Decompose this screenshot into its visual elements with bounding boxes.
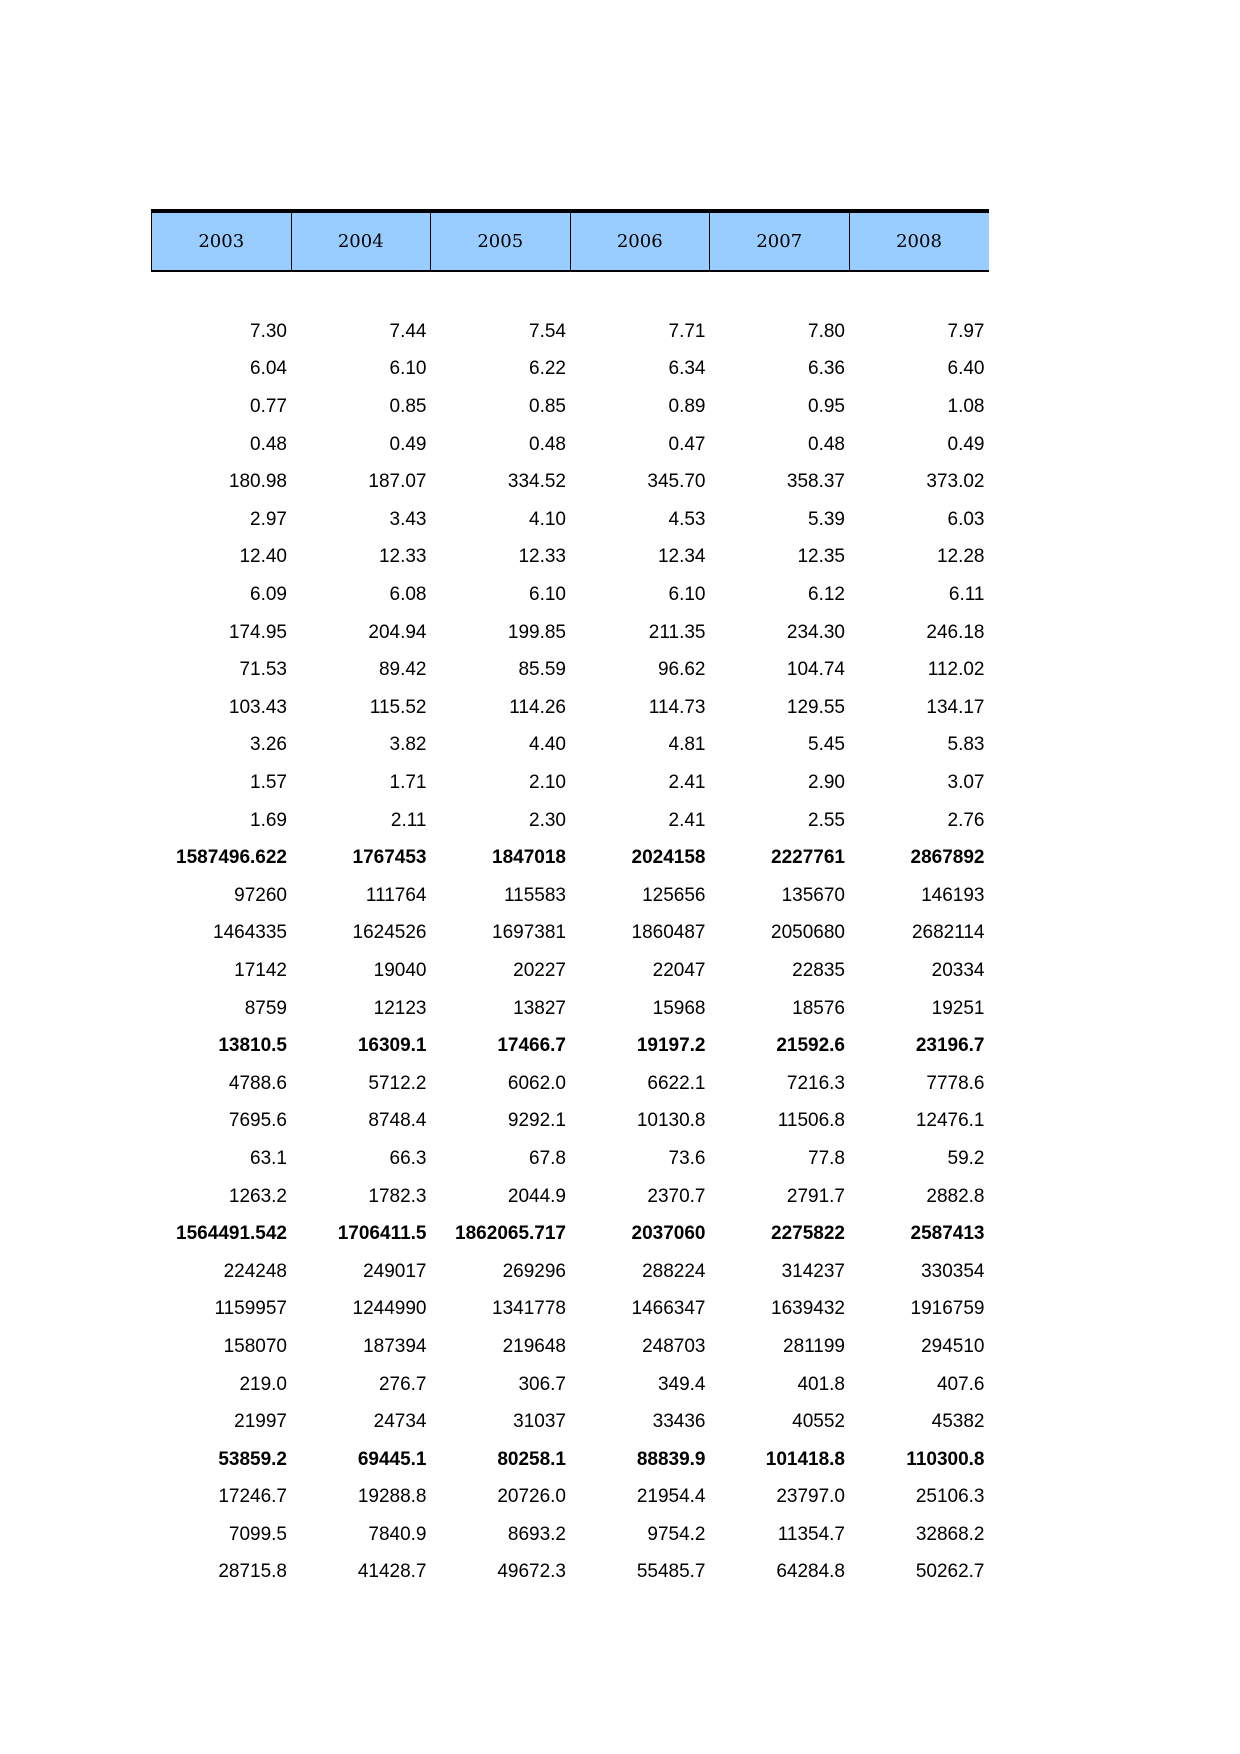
table-cell: 22047 (652, 959, 706, 981)
table-row (152, 1098, 989, 1136)
table-row-total (152, 1211, 989, 1249)
table-cell: 6.09 (250, 584, 287, 606)
table-row (152, 421, 989, 459)
table-cell: 334.52 (507, 471, 566, 493)
table-cell: 1.57 (250, 772, 287, 794)
table-cell: 7.30 (250, 320, 287, 342)
table-cell: 12.40 (239, 546, 287, 568)
year-header-cell: 2008 (849, 211, 989, 271)
table-cell: 1341778 (492, 1298, 566, 1320)
table-row (152, 985, 989, 1023)
table-cell: 8748.4 (368, 1110, 427, 1132)
table-cell: 80258.1 (497, 1448, 566, 1470)
table-row (152, 346, 989, 384)
table-cell: 0.48 (250, 433, 287, 455)
table-cell: 224248 (223, 1260, 287, 1282)
table-cell: 17466.7 (497, 1035, 566, 1057)
table-cell: 6.10 (668, 584, 706, 606)
table-cell: 6.40 (947, 358, 985, 380)
table-cell: 135670 (781, 884, 845, 906)
table-cell: 8759 (244, 997, 287, 1019)
table-cell: 66.3 (389, 1147, 427, 1169)
table-cell: 12.35 (797, 546, 845, 568)
table-cell: 2.76 (947, 809, 985, 831)
table-cell: 1639432 (771, 1298, 845, 1320)
table-cell: 12476.1 (915, 1110, 985, 1132)
table-cell: 64284.8 (776, 1561, 845, 1583)
table-cell: 50262.7 (915, 1561, 985, 1583)
table-cell: 12.33 (518, 546, 566, 568)
table-cell: 6.11 (948, 584, 985, 606)
table-cell: 2.55 (808, 809, 845, 831)
table-cell: 3.82 (389, 734, 427, 756)
table-cell: 2882.8 (926, 1185, 985, 1207)
table-cell: 1244990 (352, 1298, 427, 1320)
table-cell: 294510 (921, 1335, 985, 1357)
table-cell: 1.08 (947, 396, 985, 418)
table-cell: 12.28 (936, 546, 985, 568)
table-cell: 1.69 (250, 809, 287, 831)
table-row (152, 1286, 989, 1324)
table-cell: 125656 (642, 884, 706, 906)
table-cell: 7.80 (808, 320, 845, 342)
table-cell: 104.74 (786, 659, 845, 681)
table-cell: 2.30 (529, 809, 566, 831)
table-cell: 281199 (783, 1335, 845, 1357)
table-cell: 0.49 (389, 433, 427, 455)
table-cell: 2587413 (910, 1223, 985, 1245)
table-row (152, 797, 989, 835)
table-cell: 71.53 (239, 659, 287, 681)
table-cell: 21954.4 (636, 1486, 706, 1508)
table-cell: 2227761 (771, 847, 845, 869)
table-cell: 40552 (792, 1411, 845, 1433)
table-cell: 89.42 (378, 659, 427, 681)
table-cell: 1706411.5 (337, 1223, 427, 1245)
table-cell: 349.4 (657, 1373, 706, 1395)
table-cell: 4788.6 (228, 1072, 287, 1094)
table-cell: 6.12 (808, 584, 845, 606)
table-cell: 19251 (931, 997, 985, 1019)
table-cell: 1564491.542 (176, 1223, 287, 1245)
table-cell: 13827 (513, 997, 566, 1019)
table-cell: 20227 (513, 959, 566, 981)
table-cell: 2.11 (390, 809, 427, 831)
table-cell: 33436 (652, 1411, 706, 1433)
table-cell: 7.71 (668, 320, 706, 342)
table-cell: 7778.6 (926, 1072, 985, 1094)
table-cell: 10130.8 (636, 1110, 706, 1132)
year-header-cell: 2007 (710, 211, 850, 271)
table-cell: 401.8 (797, 1373, 845, 1395)
table-cell: 6.04 (250, 358, 287, 380)
table-cell: 0.85 (529, 396, 566, 418)
table-cell: 114.73 (648, 696, 706, 718)
table-row (152, 910, 989, 948)
table-cell: 0.48 (529, 433, 566, 455)
table-cell: 41428.7 (357, 1561, 427, 1583)
table-cell: 2.97 (250, 508, 287, 530)
table-row (152, 760, 989, 798)
table-row (152, 948, 989, 986)
table-cell: 23797.0 (776, 1486, 845, 1508)
blank-row (152, 271, 989, 309)
table-row (152, 873, 989, 911)
table-cell: 211.35 (648, 621, 706, 643)
table-row (152, 1324, 989, 1362)
table-cell: 101418.8 (765, 1448, 845, 1470)
table-cell: 69445.1 (357, 1448, 427, 1470)
table-cell: 55485.7 (636, 1561, 706, 1583)
table-cell: 13810.5 (218, 1035, 287, 1057)
table-row (152, 1248, 989, 1286)
table-cell: 1464335 (213, 922, 287, 944)
table-cell: 1587496.622 (176, 847, 287, 869)
blank-cell (431, 271, 571, 309)
table-cell: 9292.1 (507, 1110, 566, 1132)
table-cell: 63.1 (250, 1147, 287, 1169)
table-cell: 204.94 (368, 621, 427, 643)
table-cell: 114.26 (509, 696, 566, 718)
table-cell: 2791.7 (786, 1185, 845, 1207)
table-cell: 77.8 (808, 1147, 845, 1169)
table-cell: 21592.6 (776, 1035, 845, 1057)
table-cell: 4.81 (668, 734, 706, 756)
table-cell: 110300.8 (906, 1448, 985, 1470)
table-cell: 2037060 (631, 1223, 706, 1245)
table-row-total (152, 1023, 989, 1061)
table-cell: 7099.5 (228, 1523, 287, 1545)
table-cell: 1862065.717 (455, 1223, 566, 1245)
table-row (152, 1512, 989, 1550)
table-cell: 25106.3 (915, 1486, 985, 1508)
year-header-cell: 2006 (570, 211, 710, 271)
table-cell: 1624526 (352, 922, 427, 944)
table-body (152, 271, 989, 1587)
year-header-cell: 2004 (291, 211, 431, 271)
table-cell: 7695.6 (228, 1110, 287, 1132)
table-cell: 11354.7 (777, 1523, 845, 1545)
table-row-total (152, 1436, 989, 1474)
table-cell: 7216.3 (786, 1072, 845, 1094)
table-cell: 2044.9 (507, 1185, 566, 1207)
table-cell: 1.71 (389, 772, 427, 794)
blank-cell (849, 271, 989, 309)
table-cell: 1860487 (631, 922, 706, 944)
table-cell: 73.6 (668, 1147, 706, 1169)
table-cell: 6.08 (389, 584, 427, 606)
table-cell: 146193 (921, 884, 985, 906)
table-cell: 0.77 (250, 396, 287, 418)
table-cell: 6.22 (529, 358, 566, 380)
data-table (151, 209, 989, 1587)
table-cell: 4.53 (668, 508, 706, 530)
table-cell: 12.34 (657, 546, 706, 568)
table-cell: 6.34 (668, 358, 706, 380)
table-cell: 59.2 (947, 1147, 985, 1169)
table-cell: 19040 (373, 959, 427, 981)
table-cell: 1767453 (352, 847, 427, 869)
table-cell: 7.44 (389, 320, 427, 342)
table-cell: 16309.1 (357, 1035, 427, 1057)
table-cell: 12.33 (378, 546, 427, 568)
table-cell: 187394 (363, 1335, 427, 1357)
table-cell: 6062.0 (507, 1072, 566, 1094)
table-cell: 129.55 (786, 696, 845, 718)
table-cell: 358.37 (786, 471, 845, 493)
table-cell: 2.41 (668, 772, 706, 794)
table-cell: 2024158 (631, 847, 706, 869)
table-cell: 288224 (642, 1260, 706, 1282)
blank-cell (710, 271, 850, 309)
table-cell: 373.02 (926, 471, 985, 493)
table-row (152, 497, 989, 535)
table-cell: 28715.8 (218, 1561, 287, 1583)
table-cell: 248703 (642, 1335, 706, 1357)
table-row (152, 1474, 989, 1512)
table-row (152, 572, 989, 610)
table-cell: 11506.8 (777, 1110, 845, 1132)
table-cell: 2050680 (771, 922, 845, 944)
table-row (152, 1136, 989, 1174)
table-row (152, 459, 989, 497)
header-row (152, 211, 989, 271)
table-row (152, 1399, 989, 1437)
table-cell: 85.59 (518, 659, 566, 681)
table-cell: 112.02 (927, 659, 985, 681)
table-cell: 24734 (373, 1411, 427, 1433)
table-cell: 15968 (652, 997, 706, 1019)
table-cell: 0.48 (808, 433, 845, 455)
table-cell: 4.40 (529, 734, 566, 756)
table-cell: 19288.8 (357, 1486, 427, 1508)
table-cell: 9754.2 (647, 1523, 706, 1545)
table-cell: 8693.2 (507, 1523, 566, 1545)
table-header (152, 211, 989, 271)
table-cell: 199.85 (507, 621, 566, 643)
table-cell: 7.54 (529, 320, 566, 342)
table-cell: 7.97 (947, 320, 985, 342)
table-cell: 345.70 (647, 471, 706, 493)
table-cell: 276.7 (378, 1373, 427, 1395)
table-cell: 45382 (931, 1411, 985, 1433)
table-cell: 1466347 (631, 1298, 706, 1320)
table-cell: 111764 (365, 884, 427, 906)
table-cell: 1782.3 (368, 1185, 427, 1207)
table-cell: 234.30 (786, 621, 845, 643)
table-cell: 96.62 (657, 659, 706, 681)
table-row (152, 609, 989, 647)
blank-cell (570, 271, 710, 309)
table-cell: 97260 (234, 884, 287, 906)
table-row (152, 1549, 989, 1587)
table-cell: 19197.2 (636, 1035, 706, 1057)
table-cell: 6.10 (529, 584, 566, 606)
table-cell: 0.95 (808, 396, 845, 418)
blank-cell (152, 271, 292, 309)
year-header-cell: 2005 (431, 211, 571, 271)
table-cell: 6622.1 (647, 1072, 706, 1094)
table-cell: 219.0 (239, 1373, 287, 1395)
table-cell: 1697381 (492, 922, 566, 944)
table-cell: 49672.3 (497, 1561, 566, 1583)
table-cell: 1916759 (910, 1298, 985, 1320)
table-cell: 330354 (921, 1260, 985, 1282)
table-cell: 2.10 (529, 772, 566, 794)
table-cell: 6.10 (389, 358, 427, 380)
table-row (152, 647, 989, 685)
table-cell: 2867892 (910, 847, 985, 869)
table-cell: 5712.2 (368, 1072, 427, 1094)
table-cell: 2.90 (808, 772, 845, 794)
table-cell: 249017 (363, 1260, 427, 1282)
table-cell: 1263.2 (228, 1185, 287, 1207)
table-row (152, 1361, 989, 1399)
table-cell: 3.07 (947, 772, 985, 794)
table-row (152, 534, 989, 572)
table-cell: 0.49 (947, 433, 985, 455)
table-cell: 1847018 (492, 847, 566, 869)
table-row (152, 1060, 989, 1098)
table-cell: 20726.0 (497, 1486, 566, 1508)
table-cell: 314237 (781, 1260, 845, 1282)
table-cell: 158070 (223, 1335, 287, 1357)
table-cell: 0.89 (668, 396, 706, 418)
table-cell: 174.95 (228, 621, 287, 643)
table-cell: 180.98 (228, 471, 287, 493)
table-cell: 407.6 (936, 1373, 985, 1395)
table-cell: 1159957 (214, 1298, 287, 1320)
table-cell: 7840.9 (368, 1523, 427, 1545)
table-cell: 5.39 (808, 508, 845, 530)
table-cell: 21997 (234, 1411, 287, 1433)
table-cell: 18576 (792, 997, 845, 1019)
table-cell: 3.26 (250, 734, 287, 756)
table-row (152, 384, 989, 422)
year-header-cell: 2003 (152, 211, 292, 271)
table-cell: 2275822 (771, 1223, 845, 1245)
table-cell: 0.47 (668, 433, 706, 455)
table-cell: 67.8 (529, 1147, 566, 1169)
table-cell: 12123 (373, 997, 427, 1019)
table-cell: 103.43 (228, 696, 287, 718)
table-cell: 32868.2 (915, 1523, 985, 1545)
table-cell: 6.36 (808, 358, 845, 380)
table-cell: 5.45 (808, 734, 845, 756)
table-cell: 53859.2 (218, 1448, 287, 1470)
table-cell: 31037 (513, 1411, 566, 1433)
table-cell: 2.41 (668, 809, 706, 831)
table-cell: 20334 (931, 959, 985, 981)
table-cell: 246.18 (926, 621, 985, 643)
table-cell: 17142 (234, 959, 287, 981)
table-cell: 17246.7 (218, 1486, 287, 1508)
table-row (152, 722, 989, 760)
table-cell: 306.7 (518, 1373, 566, 1395)
table-cell: 23196.7 (915, 1035, 985, 1057)
table-row (152, 685, 989, 723)
table-cell: 3.43 (389, 508, 427, 530)
table-cell: 6.03 (947, 508, 985, 530)
table-cell: 187.07 (368, 471, 427, 493)
table-cell: 5.83 (947, 734, 985, 756)
table-cell: 0.85 (389, 396, 427, 418)
table-cell: 269296 (502, 1260, 566, 1282)
table-cell: 4.10 (529, 508, 566, 530)
table-cell: 134.17 (926, 696, 985, 718)
table-cell: 88839.9 (636, 1448, 706, 1470)
table-cell: 2682114 (911, 922, 985, 944)
table-cell: 22835 (792, 959, 845, 981)
table-cell: 2370.7 (647, 1185, 706, 1207)
blank-cell (291, 271, 431, 309)
table-cell: 115.52 (369, 696, 427, 718)
table-cell: 115583 (504, 884, 566, 906)
table-row-total (152, 835, 989, 873)
table-cell: 219648 (502, 1335, 566, 1357)
table-row (152, 309, 989, 347)
table-row (152, 1173, 989, 1211)
